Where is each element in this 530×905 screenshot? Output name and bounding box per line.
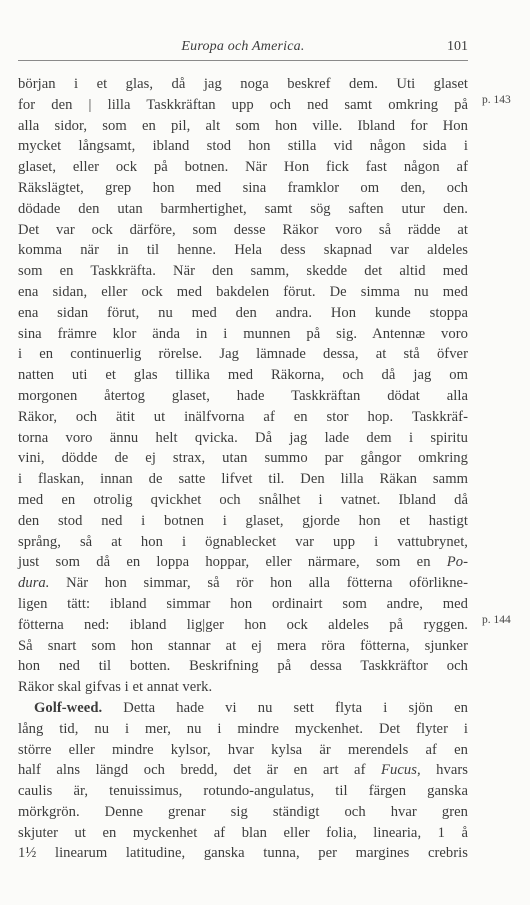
text-line: ena sidan, eller ock med bakdelen förut. De simma nu med <box>18 283 468 300</box>
text-line: som en Taskkräfta. När den samm, skedde det altid med <box>18 263 468 280</box>
running-header <box>18 39 468 59</box>
text-line: natten uti et glas tillika med Räkorna, och då jag om <box>18 367 468 384</box>
text-line: Räkor skal gifvas i et annat verk. <box>18 679 213 696</box>
text-line: i flaskan, innan de satte lifvet til. Den lilla Räkan samm <box>18 471 468 488</box>
text-line: ena sidan förut, nu med den andra. Hon kunde stoppa <box>18 304 468 321</box>
text-line: språng, så at hon i ögnablecket var upp i vattubrynet, <box>18 533 468 550</box>
text-line: fötterna ned: ibland lig|ger hon ock aldeles på ryggen. <box>18 616 468 633</box>
text-line: just som då en loppa hoppar, eller närmare, som en Po- <box>18 554 468 571</box>
margin-page-ref: p. 144 <box>482 614 511 626</box>
text-line: half alns längd och bredd, det är en art af Fucus, hvars <box>18 762 469 779</box>
header-rule <box>18 60 468 61</box>
text-line: morgonen återtog glaset, hade Taskkräftan dödat alla <box>18 387 468 404</box>
text-line: vini, dödde de ej strax, utan summo par gångor omkring <box>18 450 468 467</box>
text-line: Räkor, och ätit ut inälfvorna af en stor hop. Taskkräf- <box>18 408 468 425</box>
text-line: 1½ linearum latitudine, ganska tunna, per margines crebris <box>18 845 468 862</box>
text-line: Så snart som hon stannar at ej mera röra fötterna, sjunker <box>18 637 468 654</box>
text-line: Räkslägtet, grep hon med sina framklor om den, och <box>18 179 468 196</box>
text-line: Det var ock därföre, som desse Räkor voro så rädde at <box>18 221 468 238</box>
margin-page-ref: p. 143 <box>482 94 511 106</box>
text-line: glaset, eller ock på botnen. När Hon fick fast någon af <box>18 159 468 176</box>
text-line: ligen tätt: ibland simmar hon ordinairt som andre, med <box>18 595 468 612</box>
text-line: början i et glas, då jag noga beskref dem. Uti glaset <box>18 76 468 92</box>
text-line: hon ned til botten. Beskrifning på dessa Taskkräftor och <box>18 658 468 675</box>
running-title: Europa och America. <box>181 39 305 54</box>
text-line: den stod ned i botnen i glaset, gjorde hon et hastigt <box>18 512 468 529</box>
text-line: större eller mindre kylsor, hvar kylsa är merendels af en <box>18 741 468 758</box>
text-line: sina främre klor ända in i munnen på sig. Antennæ voro <box>18 325 468 342</box>
text-line: dödade den utan barmhertighet, samt sög saften utur den. <box>18 200 468 217</box>
text-line: komma när in til henne. Hela dess skapnad var aldeles <box>18 242 468 259</box>
text-line: torna voro ännu helt qvicka. Då jag lade dem i spiritu <box>18 429 468 446</box>
text-line: mörkgrön. Denne grenar sig ständigt och hvar gren <box>18 803 468 820</box>
page-number: 101 <box>447 39 468 54</box>
text-line: i en continuerlig rörelse. Jag lämnade dessa, at stå öfver <box>18 346 468 363</box>
text-line: lång tid, nu i mer, nu i mindre myckenhet. Det flyter i <box>18 720 468 737</box>
text-line: caulis är, tenuissimus, rotundo-angulatus, til färgen ganska <box>18 783 468 800</box>
section-start-golf-weed: Golf-weed. Detta hade vi nu sett flyta i sjön en <box>34 699 468 716</box>
text-line: alla sidor, som en pil, alt som hon ville. Ibland for Hon <box>18 117 468 134</box>
text-line: dura. När hon simmar, så rör hon alla fötterna oförlikne- <box>18 575 468 592</box>
text-line: for den | lilla Taskkräftan upp och ned samt omkring på <box>18 96 468 113</box>
text-line: skjuter ut en myckenhet af blan eller folia, linearia, 1 å <box>18 824 468 841</box>
text-line: med en otrolig qvickhet och snålhet i vatnet. Ibland då <box>18 491 468 508</box>
text-line: mycket långsamt, ibland stod hon stilla vid någon sida i <box>18 138 468 155</box>
body-text <box>18 74 468 864</box>
